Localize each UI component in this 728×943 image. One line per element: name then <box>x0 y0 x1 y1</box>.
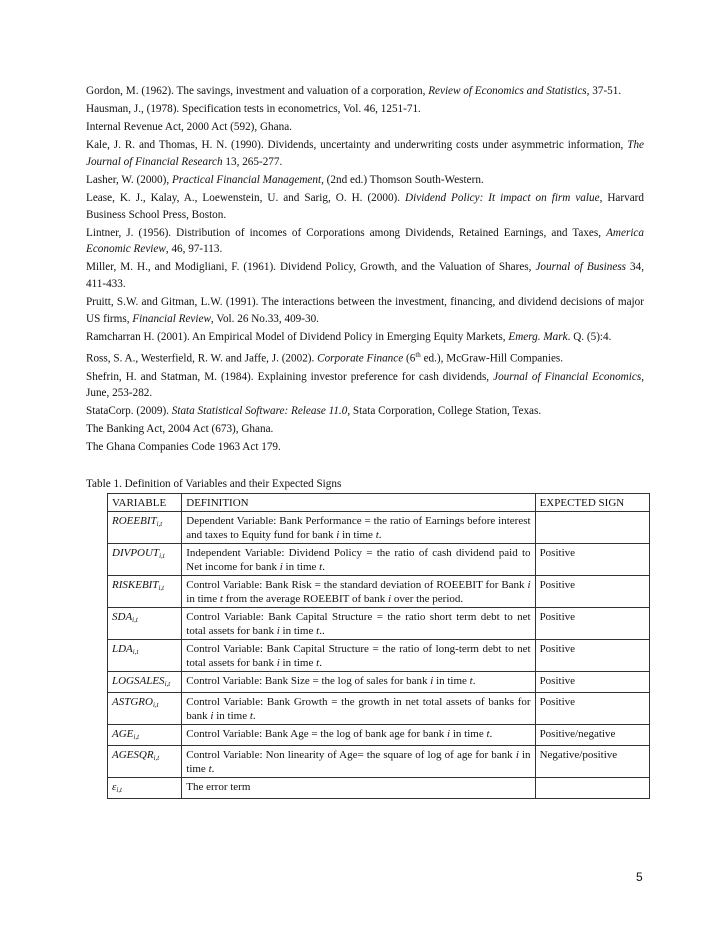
text-run: i <box>210 710 214 723</box>
reference-entry <box>86 294 644 328</box>
table-row <box>108 778 650 799</box>
text-run: , 46, 97-113. <box>165 243 223 256</box>
text-run: Kale, J. R. and Thomas, H. N. (1990). Dividends, uncertainty and underwriting costs under asymmetric information, <box>86 138 628 151</box>
text-run: Hausman, J., (1978). Specification tests in econometrics, Vol. 46, 1251-71. <box>86 102 421 115</box>
table-header-row <box>108 494 650 512</box>
table-row <box>108 512 650 544</box>
definition-cell <box>182 746 535 778</box>
reference-entry <box>86 329 644 346</box>
definition-cell <box>182 672 535 693</box>
text-run: i <box>430 675 434 688</box>
text-run: t <box>319 561 323 574</box>
definition-cell <box>182 512 535 544</box>
text-run: Financial Review <box>132 312 211 325</box>
variable-cell <box>108 672 182 693</box>
text-run: t <box>316 625 320 638</box>
text-run: i <box>276 625 280 638</box>
text-run: . <box>319 657 322 670</box>
variable-name: LOGSALES <box>112 675 165 688</box>
expected-sign-cell <box>535 512 649 544</box>
variable-subscript: i,t <box>133 733 140 742</box>
text-run: in time <box>279 657 317 670</box>
text-run: , June, 253-282. <box>86 370 644 400</box>
text-run: in time <box>450 728 487 741</box>
reference-entry <box>86 172 644 189</box>
definition-cell <box>182 544 535 576</box>
reference-entry <box>86 403 644 420</box>
definition-cell <box>182 640 535 672</box>
text-run: Control Variable: Bank Capital Structure = the ratio of long-term debt to net total assets for bank <box>186 643 531 670</box>
definition-cell <box>182 576 535 608</box>
text-run: The Journal of Financial Research <box>86 138 644 168</box>
page-content <box>86 83 644 799</box>
variable-name: RISKEBIT <box>112 579 159 592</box>
text-run: i <box>276 657 280 670</box>
text-run: in time <box>186 593 220 606</box>
reference-entry <box>86 137 644 171</box>
variable-cell <box>108 693 182 725</box>
reference-entry <box>86 259 644 293</box>
text-run: (6 <box>403 352 416 365</box>
variable-subscript: i,t <box>152 701 159 710</box>
text-run: i <box>515 749 519 762</box>
text-run: Miller, M. H., and Modigliani, F. (1961). Dividend Policy, Growth, and the Valuation of Shares, <box>86 261 536 274</box>
text-run: from the average ROEEBIT of bank <box>222 593 388 606</box>
expected-sign-cell: Positive <box>535 576 649 608</box>
text-run: Journal of Business <box>535 261 627 274</box>
text-run: StataCorp. (2009). <box>86 405 172 418</box>
text-run: Practical Financial Management <box>171 173 322 186</box>
table-row <box>108 640 650 672</box>
variable-name: AGESQR <box>112 749 154 762</box>
text-run: . <box>489 728 493 741</box>
text-run: . <box>211 763 215 776</box>
text-run: t <box>208 763 212 776</box>
variable-name: ROEEBIT <box>112 515 157 528</box>
text-run: Lease, K. J., Kalay, A., Loewenstein, U. and Sarig, O. H. (2000). <box>86 191 406 204</box>
expected-sign-cell: Positive <box>535 693 649 725</box>
variable-subscript: i,t <box>164 680 171 689</box>
variable-subscript: i,t <box>159 552 165 561</box>
text-run: i <box>279 561 283 574</box>
text-run: Control Variable: Bank Age = the log of bank age for bank <box>186 728 448 741</box>
text-run: in time <box>186 749 531 776</box>
expected-sign-cell: Positive <box>535 672 649 693</box>
table-row <box>108 672 650 693</box>
reference-list <box>86 83 644 456</box>
text-run: Dividend Policy: It impact on firm value <box>405 191 600 204</box>
variable-cell <box>108 640 182 672</box>
variables-table <box>107 493 650 799</box>
variable-cell <box>108 746 182 778</box>
text-run: i <box>447 728 451 741</box>
variable-name: DIVPOUT <box>112 547 160 560</box>
text-run: ed.), McGraw-Hill Companies. <box>420 352 564 365</box>
text-run: Review of Economics and Statistics <box>428 85 587 97</box>
header-definition: DEFINITION <box>182 494 535 512</box>
variable-name: LDA <box>112 643 133 656</box>
table-caption: Table 1. Definition of Variables and their Expected Signs <box>86 478 342 491</box>
text-run: Pruitt, S.W. and Gitman, L.W. (1991). The interactions between the investment, financing, and dividend decisions of major US firms, <box>86 296 644 325</box>
text-run: th <box>415 350 421 359</box>
text-run: Lintner, J. (1956). Distribution of incomes of Corporations among Dividends, Retained Earnings, and Taxes, <box>86 226 607 239</box>
reference-entry <box>86 347 644 368</box>
variable-subscript: i,t <box>132 616 138 625</box>
table-row <box>108 693 650 725</box>
page-number: 5 <box>636 870 643 884</box>
text-run: t <box>316 657 320 670</box>
variable-subscript: i,t <box>153 754 160 763</box>
table-row <box>108 544 650 576</box>
table-row <box>108 746 650 778</box>
text-run: Ross, S. A., Westerfield, R. W. and Jaffe, J. (2002). <box>86 352 318 365</box>
header-expected-sign: EXPECTED SIGN <box>535 494 649 512</box>
text-run: . <box>378 529 382 542</box>
text-run: i <box>388 593 392 606</box>
expected-sign-cell: Positive <box>535 544 649 576</box>
variable-cell <box>108 608 182 640</box>
variable-name: ε <box>112 781 117 794</box>
variable-cell <box>108 778 182 799</box>
text-run: Control Variable: Bank Risk = the standard deviation of ROEEBIT for Bank <box>186 579 528 592</box>
text-run: t <box>249 710 253 723</box>
text-run: in time <box>213 710 250 723</box>
header-variable: VARIABLE <box>108 494 182 512</box>
text-run: Control Variable: Bank Growth = the growth in net total assets of banks for bank <box>186 696 531 723</box>
text-run: Internal Revenue Act, 2000 Act (592), Ghana. <box>86 120 292 133</box>
text-run: Journal of Financial Economics <box>493 370 642 383</box>
text-run: Shefrin, H. and Statman, M. (1984). Explaining investor preference for cash dividends, <box>86 370 494 383</box>
text-run: .. <box>319 625 325 638</box>
text-run: The Ghana Companies Code 1963 Act 179. <box>86 441 281 454</box>
text-run: t <box>375 529 379 542</box>
text-run: Control Variable: Bank Capital Structure = the ratio short term debt to net total assets for bank <box>186 611 531 638</box>
variable-cell <box>108 544 182 576</box>
reference-entry <box>86 119 644 136</box>
variable-name: SDA <box>112 611 133 624</box>
text-run: , Stata Corporation, College Station, Texas. <box>347 405 542 418</box>
variable-subscript: i,t <box>158 584 165 593</box>
text-run: Corporate Finance <box>317 352 404 365</box>
text-run: . <box>252 710 256 723</box>
text-run: , 37-51. <box>586 85 622 97</box>
text-run: , (2nd ed.) Thomson South-Western. <box>321 173 484 186</box>
table-row <box>108 725 650 746</box>
reference-entry <box>86 369 644 403</box>
table-row <box>108 608 650 640</box>
expected-sign-cell <box>535 778 649 799</box>
text-run: Control Variable: Non linearity of Age= the square of log of age for bank <box>186 749 516 762</box>
definition-cell <box>182 608 535 640</box>
text-run: , Vol. 26 No.33, 409-30. <box>210 312 319 325</box>
text-run: Control Variable: Bank Size = the log of sales for bank <box>186 675 431 688</box>
text-run: , Harvard Business School Press, Boston. <box>86 191 645 221</box>
text-run: t <box>219 593 223 606</box>
text-run: in time <box>433 675 470 688</box>
text-run: in time <box>339 529 376 542</box>
variable-cell <box>108 512 182 544</box>
expected-sign-cell: Positive <box>535 608 649 640</box>
text-run: t <box>486 728 490 741</box>
text-run: . Q. (5):4. <box>567 330 612 343</box>
text-run: in time <box>282 561 320 574</box>
variable-cell <box>108 725 182 746</box>
definition-cell <box>182 693 535 725</box>
variable-name: ASTGRO <box>112 696 153 709</box>
variable-subscript: i,t <box>132 648 139 657</box>
text-run: 13, 265-277. <box>222 155 283 168</box>
expected-sign-cell: Positive/negative <box>535 725 649 746</box>
text-run: Dependent Variable: Bank Performance = the ratio of Earnings before interest and taxes to Equity fund for bank <box>186 515 531 542</box>
reference-entry <box>86 101 644 118</box>
expected-sign-cell: Positive <box>535 640 649 672</box>
text-run: i <box>336 529 340 542</box>
reference-entry <box>86 439 644 456</box>
variable-name: AGE <box>112 728 134 741</box>
text-run: Stata Statistical Software: Release 11.0 <box>171 405 348 418</box>
text-run: The Banking Act, 2004 Act (673), Ghana. <box>86 423 274 436</box>
text-run: in time <box>279 625 317 638</box>
text-run: Ramcharran H. (2001). An Empirical Model of Dividend Policy in Emerging Equity Markets, <box>86 330 509 343</box>
text-run: t <box>469 675 473 688</box>
text-run: Independent Variable: Dividend Policy = the ratio of cash dividend paid to Net income for bank <box>186 547 531 574</box>
reference-entry <box>86 225 644 259</box>
text-run: Gordon, M. (1962). The savings, investment and valuation of a corporation, <box>86 85 429 97</box>
definition-cell <box>182 778 535 799</box>
expected-sign-cell: Negative/positive <box>535 746 649 778</box>
text-run: over the period. <box>391 593 464 606</box>
text-run: 34, 411-433. <box>86 261 645 291</box>
variable-cell <box>108 576 182 608</box>
reference-entry <box>86 83 644 100</box>
reference-entry <box>86 190 644 224</box>
variable-subscript: i,t <box>156 520 163 529</box>
text-run: . <box>322 561 325 574</box>
text-run: . <box>472 675 476 688</box>
text-run: America Economic Review <box>86 226 644 256</box>
text-run: The error term <box>186 781 251 794</box>
reference-entry <box>86 421 644 438</box>
text-run: Lasher, W. (2000), <box>86 173 172 186</box>
table-row <box>108 576 650 608</box>
variable-subscript: i,t <box>116 786 122 795</box>
definition-cell <box>182 725 535 746</box>
text-run: i <box>527 579 531 592</box>
text-run: Emerg. Mark <box>508 330 568 343</box>
